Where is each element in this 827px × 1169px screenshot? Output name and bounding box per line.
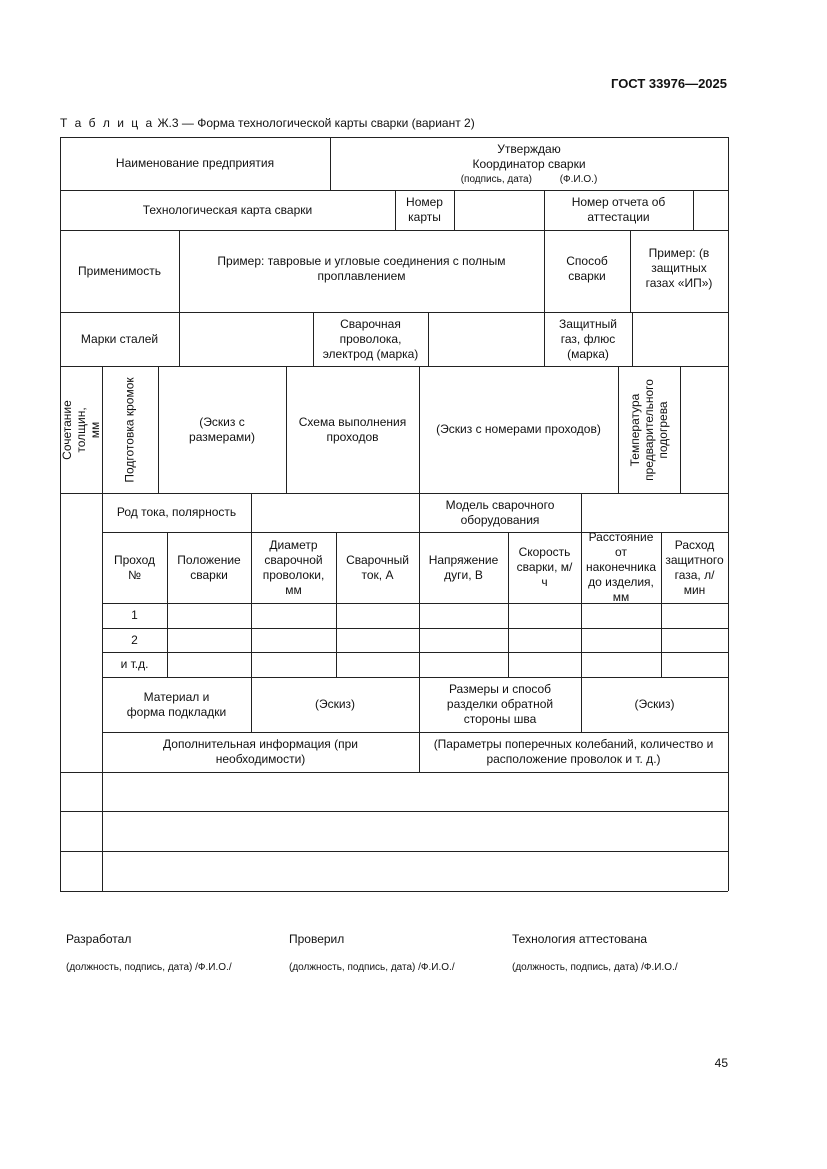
row-number-etc: и т.д. <box>120 657 149 671</box>
approve-label: Утверждаю <box>497 141 561 156</box>
report-number-label: Номер отчета об аттестации <box>571 195 666 224</box>
page-number: 45 <box>714 1056 728 1070</box>
pass-scheme-label: Схема выполнения проходов <box>298 414 407 444</box>
welding-wire-label: Сварочная проволока, электрод (марка) <box>322 316 419 361</box>
divider <box>60 811 728 812</box>
checked-label: Проверил <box>289 932 345 946</box>
tech-card-label: Технологическая карта сварки <box>142 202 313 217</box>
applicability-label: Применимость <box>78 263 161 278</box>
coordinator-label: Координатор сварки <box>472 156 586 171</box>
checked-hint: (должность, подпись, дата) /Ф.И.О./ <box>289 962 455 973</box>
divider <box>454 190 455 230</box>
edge-prep-label: Подготовка кромок <box>123 376 138 483</box>
divider <box>179 312 180 366</box>
border-right <box>728 137 729 891</box>
divider <box>102 628 728 629</box>
welding-method-example: Пример: (в защитных газах «ИП») <box>645 246 713 290</box>
table-caption <box>60 116 475 130</box>
current-type-label: Род тока, полярность <box>116 505 237 519</box>
thickness-combo-label: Сочетание толщин, мм <box>60 399 102 460</box>
certified-hint: (должность, подпись, дата) /Ф.И.О./ <box>512 962 678 973</box>
divider <box>693 190 694 230</box>
standard-number: ГОСТ 33976—2025 <box>611 76 727 91</box>
row-number-2: 2 <box>131 632 138 647</box>
col-current: Сварочный ток, А <box>346 552 409 582</box>
enterprise-name-label: Наименование предприятия <box>115 156 275 170</box>
sketch-backing: (Эскиз) <box>314 697 356 711</box>
signature-hint: (подпись, дата) (Ф.И.О.) <box>460 173 598 185</box>
col-wire-diam: Диаметр сварочной проволоки, мм <box>262 537 325 597</box>
developed-hint: (должность, подпись, дата) /Ф.И.О./ <box>66 962 232 973</box>
divider <box>60 772 728 773</box>
row-number-1: 1 <box>131 608 138 622</box>
divider <box>680 366 681 493</box>
divider <box>102 652 728 653</box>
welding-method-label: Способ сварки <box>566 254 608 283</box>
steel-grades-label: Марки сталей <box>80 331 159 346</box>
caption-prefix: Т а б л и ц а <box>60 116 155 130</box>
col-position: Положение сварки <box>177 552 241 582</box>
divider <box>632 312 633 366</box>
back-side-label: Размеры и способ разделки обратной стороны шва <box>446 682 554 726</box>
sketch-passes-label: (Эскиз с номерами проходов) <box>436 422 601 436</box>
extra-info-label: Дополнительная информация (при необходимости) <box>163 737 358 766</box>
col-gas-flow: Расход защитного газа, л/мин <box>665 537 724 597</box>
developed-label: Разработал <box>66 932 132 946</box>
sketch-dims-label: (Эскиз с размерами) <box>189 414 255 444</box>
divider <box>428 312 429 366</box>
col-distance: Расстояние от наконечника до изделия, мм <box>585 530 657 604</box>
applicability-example: Пример: тавровые и угловые соединения с полным проплавлением <box>217 254 506 283</box>
sketch-back-side: (Эскиз) <box>634 697 675 711</box>
certified-label: Технология аттестована <box>512 932 648 946</box>
preheat-temp-label: Температура предварительного подогрева <box>628 378 671 481</box>
col-speed: Скорость сварки, м/ч <box>516 545 573 589</box>
shield-gas-label: Защитный газ, флюс (марка) <box>559 316 617 361</box>
equipment-model-label: Модель сварочного оборудования <box>445 497 555 527</box>
divider <box>60 851 728 852</box>
col-voltage: Напряжение дуги, В <box>428 552 499 582</box>
extra-params-label: (Параметры поперечных колебаний, количество и расположение проволок и т. д.) <box>433 737 714 766</box>
col-pass: Проход № <box>113 552 156 582</box>
caption-text: Ж.3 — Форма технологической карты сварки (вариант 2) <box>154 116 475 130</box>
welding-card-table <box>60 137 728 891</box>
card-number-label: Номер карты <box>406 195 443 224</box>
border-bottom <box>60 891 728 892</box>
backing-label: Материал и форма подкладки <box>126 689 227 719</box>
